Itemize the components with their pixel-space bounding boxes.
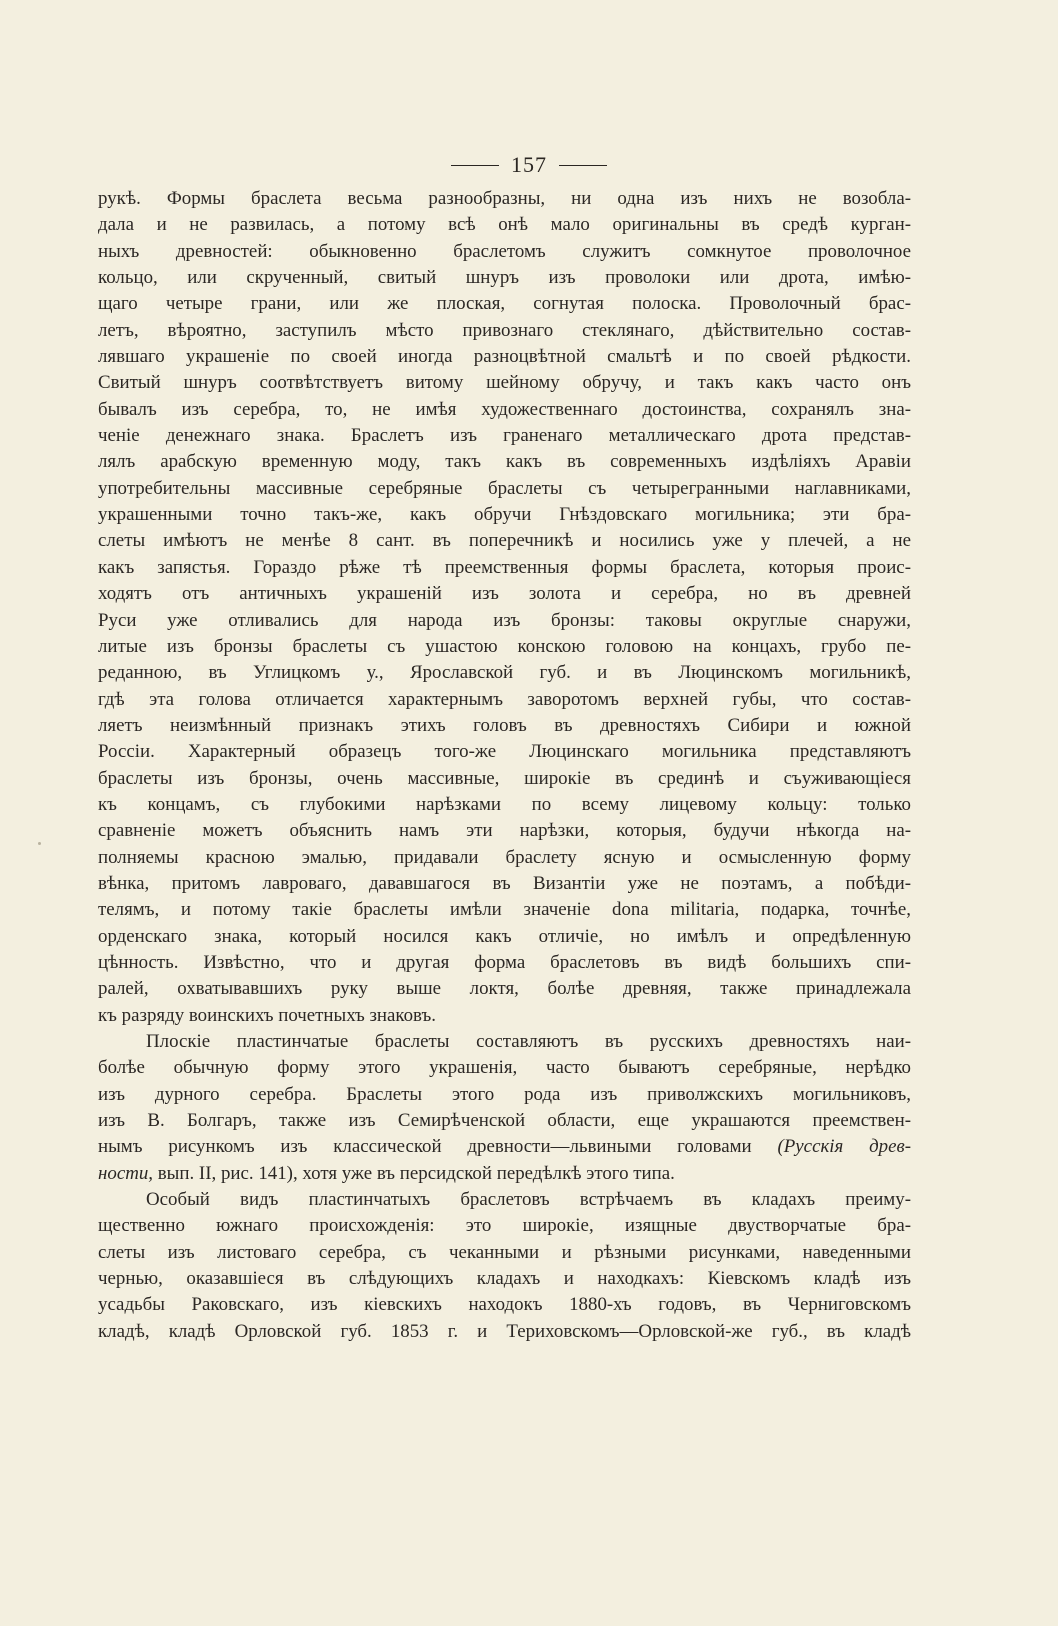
text-line: лялъ арабскую временную моду, такъ какъ въ современныхъ издѣліяхъ Аравіи [98,451,911,473]
text-line: телямъ, и потому такіе браслеты имѣли значеніе dona militaria, подарка, точнѣе, [98,899,911,921]
text-line: Свитый шнуръ соотвѣтствуетъ витому шейному обручу, и такъ какъ часто онъ [98,372,911,394]
text-line: изъ дурного серебра. Браслеты этого рода изъ приволжскихъ могильниковъ, [98,1083,911,1105]
text-line: кольцо, или скрученный, свитый шнуръ изъ проволоки или дрота, имѣю- [98,267,911,289]
text-line: реданною, въ Углицкомъ у., Ярославской губ. и въ Люцинскомъ могильникѣ, [98,662,911,684]
paragraph-first-line: Особый видъ пластинчатыхъ браслетовъ встрѣчаемъ въ кладахъ преиму- [146,1189,911,1211]
text-line [98,1161,911,1187]
text-line: Руси уже отливались для народа изъ бронзы: таковы округлые снаружи, [98,609,911,631]
text-line: болѣе обычную форму этого украшенія, часто бываютъ серебряные, нерѣдко [98,1057,911,1079]
text-line: литые изъ бронзы браслеты съ ушастою конскою головою на концахъ, грубо пе- [98,635,911,657]
italic-citation: ности, [98,1162,154,1184]
body-text [98,186,911,1345]
text-segment: нымъ рисункомъ изъ классической древности—львиными головами [98,1136,752,1158]
page-header [0,152,1058,178]
text-line: ляетъ неизмѣнный признакъ этихъ головъ въ древностяхъ Сибири и южной [98,714,911,736]
text-line: слеты изъ листоваго серебра, съ чеканными и рѣзными рисунками, наведенными [98,1241,911,1263]
text-line: браслеты изъ бронзы, очень массивные, широкіе въ срединѣ и съуживающіеся [98,767,911,789]
text-line: чернью, оказавшіеся въ слѣдующихъ кладахъ и находкахъ: Кіевскомъ кладѣ изъ [98,1268,911,1290]
page-number: 157 [511,152,547,177]
header-rule-right [559,165,607,166]
text-line: усадьбы Раковскаго, изъ кіевскихъ находокъ 1880-хъ годовъ, въ Черниговскомъ [98,1294,911,1316]
text-line: дала и не развилась, а потому всѣ онѣ мало оригинальны въ средѣ курган- [98,214,911,236]
text-line: щественно южнаго происхожденія: это широкіе, изящные двустворчатые бра- [98,1215,911,1237]
text-line: вѣнка, притомъ лавроваго, дававшагося въ Византіи уже не поэтамъ, а побѣди- [98,872,911,894]
header-rule-left [451,165,499,166]
text-line: щаго четыре грани, или же плоская, согнутая полоска. Проволочный брас- [98,293,911,315]
paragraph-first-line: Плоскіе пластинчатые браслеты составляютъ въ русскихъ древностяхъ наи- [146,1031,911,1052]
text-line: цѣнность. Извѣстно, что и другая форма браслетовъ въ видѣ большихъ спи- [98,951,911,973]
text-line: изъ В. Болгаръ, также изъ Семирѣченской области, еще украшаются преемствен- [98,1110,911,1132]
text-line: украшенными точно такъ-же, какъ обручи Гнѣздовскаго могильника; эти бра- [98,504,911,526]
paper-speck [38,842,41,845]
text-line: сравненіе можетъ объяснить намъ эти нарѣзки, которыя, будучи нѣкогда на- [98,820,911,842]
text-line [98,1134,911,1160]
text-line: лявшаго украшеніе по своей иногда разноцвѣтной смальтѣ и по своей рѣдкости. [98,346,911,368]
text-line: ченіе денежнаго знака. Браслетъ изъ граненаго металлическаго дрота представ- [98,425,911,447]
text-line: ходятъ отъ античныхъ украшеній изъ золота и серебра, но въ древней [98,583,911,605]
text-line: летъ, вѣроятно, заступилъ мѣсто привознаго стеклянаго, дѣйствительно состав- [98,319,911,341]
text-line: кладѣ, кладѣ Орловской губ. 1853 г. и Териховскомъ—Орловской-же губ., въ кладѣ [98,1320,911,1342]
text-line: къ разряду воинскихъ почетныхъ знаковъ. [98,1004,437,1026]
text-line: полняемы красною эмалью, придавали браслету ясную и осмысленную форму [98,846,911,868]
text-line: орденскаго знака, который носился какъ отличіе, но имѣлъ и опредѣленную [98,925,911,947]
text-segment: вып. II, рис. 141), хотя уже въ персидской передѣлкѣ этого типа. [157,1162,675,1184]
text-line: ныхъ древностей: обыкновенно браслетомъ служитъ сомкнутое проволочное [98,240,911,262]
text-line: бывалъ изъ серебра, то, не имѣя художественнаго достоинства, сохранялъ зна- [98,398,911,420]
text-line: употребительны массивные серебряные браслеты съ четырегранными наглавниками, [98,477,911,499]
text-line: какъ запястья. Гораздо рѣже тѣ преемственныя формы браслета, которыя проис- [98,556,911,578]
text-line: къ концамъ, съ глубокими нарѣзками по всему лицевому кольцу: только [98,793,911,815]
text-line: рукѣ. Формы браслета весьма разнообразны, ни одна изъ нихъ не возобла- [98,188,911,209]
text-line: ралей, охватывавшихъ руку выше локтя, болѣе древняя, также принадлежала [98,978,911,1000]
italic-citation: (Русскія древ- [777,1136,911,1158]
text-line: слеты имѣютъ не менѣе 8 сант. въ поперечникѣ и носились уже у плечей, а не [98,530,911,552]
text-line: Россіи. Характерный образецъ того-же Люцинскаго могильника представляютъ [98,741,911,763]
text-line: гдѣ эта голова отличается характернымъ заворотомъ верхней губы, что состав- [98,688,911,710]
